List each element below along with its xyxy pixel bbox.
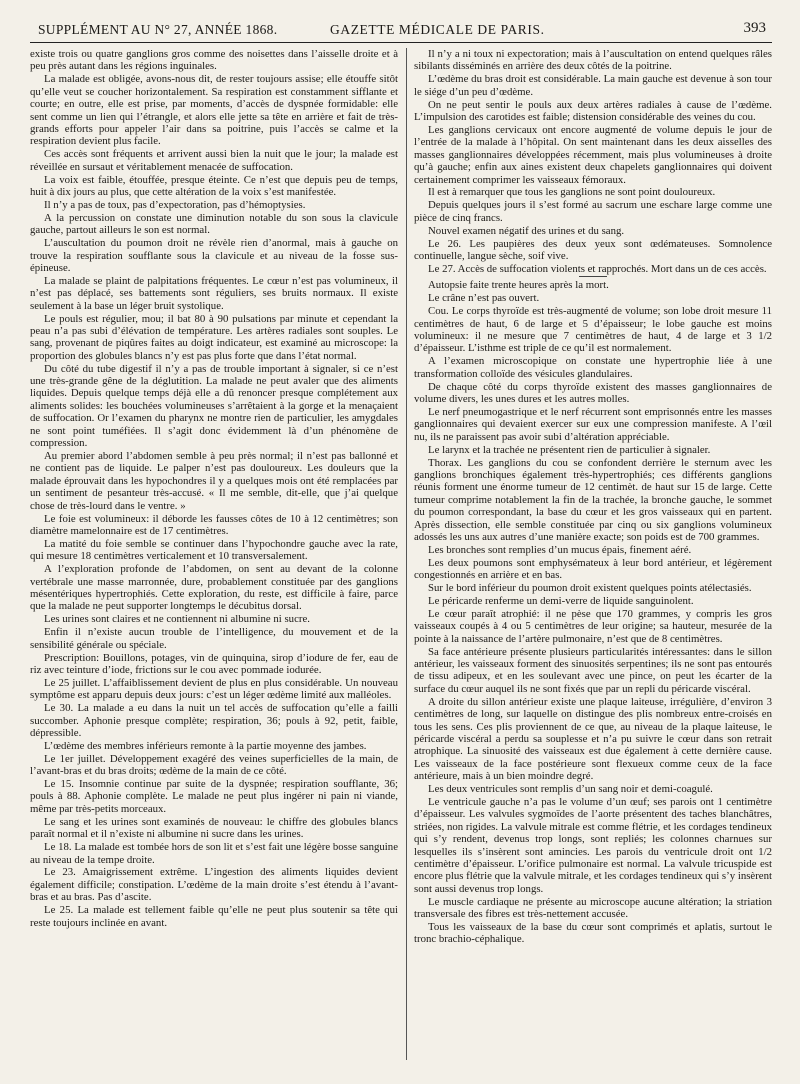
paragraph: A l’examen microscopique on constate une hypertrophie liée à une transformation colloïde des vésicules glandulaires. <box>414 355 772 380</box>
paragraph: Sa face antérieure présente plusieurs particularités intéressantes: dans le sillon antérieur, les vaisseaux forment des sinuosités serpentines; ils ne sont pas entourés de tissu adipeux, et en les soulevant avec une pince, on peut les écarter de la surface du cœur auquel ils ne sont fixés que par un repli du péricarde viscéral. <box>414 645 772 695</box>
paragraph: A l’exploration profonde de l’abdomen, on sent au devant de la colonne vertébrale une masse marronnée, dure, probablement constituée par des ganglions mésentériques hypertrophiés. Cette exploration, du reste, est difficile à faire, parce que la malade ne peut supporter longtemps le décubitus dorsal. <box>30 563 398 613</box>
supplement-title: SUPPLÉMENT AU N° 27, ANNÉE 1868. <box>38 22 278 37</box>
paragraph: Le larynx et la trachée ne présentent rien de particulier à signaler. <box>428 443 711 456</box>
autopsy-heading: Autopsie faite trente heures après la mort. <box>428 279 609 292</box>
paragraph: Du côté du tube digestif il n’y a pas de trouble important à signaler, si ce n’est une très-grande gêne de la déglutition. La malade ne peut avaler que des aliments liquides. Depuis quelque temps déjà elle a dû renoncer presque complétement aux aliments solides: les bouchées volumineuses s’arrêtaient à la gorge et la menaçaient de suffocation. Or l’examen du pharynx ne montre rien de particulier, les amygdales ne sont point tuméfiées. Il s’agit donc évidemment là d’un phénomène de compression. <box>30 362 398 450</box>
paragraph: La voix est faible, étouffée, presque éteinte. Ce n’est que depuis peu de temps, huit à dix jours au plus, que cette altération de la voix s’est manifestée. <box>30 173 398 198</box>
paragraph: Le péricarde renferme un demi-verre de liquide sanguinolent. <box>428 594 694 607</box>
paragraph: Nouvel examen négatif des urines et du sang. <box>428 224 625 237</box>
paragraph: Les ganglions cervicaux ont encore augmenté de volume depuis le jour de l’entrée de la malade à l’hôpital. On sent maintenant dans les deux aisselles des masses ganglionnaires développées récemment, mais plus volumineuses à droite qu’à gauche; enfin aux aines existent deux chapelets ganglionnaires qui doivent certainement comprimer les vaisseaux fémoraux. <box>414 123 772 186</box>
paragraph: Les bronches sont remplies d’un mucus épais, finement aéré. <box>428 543 692 556</box>
paragraph: Le pouls est régulier, mou; il bat 80 à 90 pulsations par minute et cependant la peau n’a pas subi d’élévation de température. Les artères radiales sont souples. Le sang, provenant de piqûres faites au doigt indicateur, est examiné au microscope: la proportion des globules blancs n’y est pas plus forte que dans l’état normal. <box>30 312 398 362</box>
paragraph: La malade est obligée, avons-nous dit, de rester toujours assise; elle étouffe sitôt qu’elle veut se coucher horizontalement. Sa respiration est constamment sifflante et courte; en outre, elle est prise, par moments, d’accès de dyspnée formidable: elle sent comme un lien qui l’étrangle, et alors elle jette sa tête en arrière et fait de très-grands efforts pour appeler l’air dans sa poitrine, puis l’accès se calme et la respiration devient plus facile. <box>30 73 398 148</box>
paragraph: La matité du foie semble se continuer dans l’hypochondre gauche avec la rate, qui mesure 18 centimètres verticalement et 10 transversalement. <box>30 537 398 563</box>
right-column <box>414 48 772 1068</box>
paragraph: Depuis quelques jours il s’est formé au sacrum une eschare large comme une pièce de cinq francs. <box>414 199 772 224</box>
journal-title: GAZETTE MÉDICALE DE PARIS. <box>330 22 545 37</box>
paragraph: Au premier abord l’abdomen semble à peu près normal; il n’est pas ballonné et ne contient pas de liquide. Le palper n’est pas douloureux. Les douleurs que la malade éprouvait dans les hypochondres il y a quelques mois ont été remplacées par un sentiment de pesanteur très-accusé. « Il me semble, dit-elle, que j’ai quelque chose de très-lourd dans le ventre. » <box>30 450 398 512</box>
prescription-paragraph: Prescription: Bouillons, potages, vin de quinquina, sirop d’iodure de fer, eau de riz avec teinture d’iode, frictions sur le cou avec pommade iodurée. <box>30 651 398 676</box>
paragraph: Le 30. La malade a eu dans la nuit un tel accès de suffocation qu’elle a failli succomber. Aphonie presque complète; respiration, 36; pouls à 92, petit, faible, dépressible. <box>30 702 398 739</box>
page-header <box>30 18 772 43</box>
paragraph: On ne peut sentir le pouls aux deux artères radiales à cause de l’œdème. L’impulsion des carotides est faible; distension considérable des veines du cou. <box>414 98 772 124</box>
paragraph: Le ventricule gauche n’a pas le volume d’un œuf; ses parois ont 1 centimètre d’épaisseur. Les valvules sygmoïdes de l’aorte présentent des taches blanchâtres, striées, non rigides. La valvule mitrale est comme flétrie, et les cordages tendineux qui s’y rendent, devenus trop longs, sont repliés; les colonnes charnues sur lesquelles ils s’insèrent sont amincies. Les parois du ventricule droit ont 1/2 centimètre d’épaisseur. L’orifice pulmonaire est normal. La valvule tricuspide est encore plus flétrie que la valvule mitrale, et les cordages tendineux qui s’y insèrent sont aussi devenus trop longs. <box>414 795 772 895</box>
paragraph: Le 15. Insomnie continue par suite de la dyspnée; respiration soufflante, 36; pouls à 88. Aphonie complète. Le malade ne peut plus ingérer ni pain ni viande, même par très-petits morceaux. <box>30 778 398 815</box>
left-column <box>30 48 398 1068</box>
page-number: 393 <box>743 20 766 36</box>
paragraph: L’œdème du bras droit est considérable. La main gauche est devenue à son tour le siége d’un peu d’œdème. <box>414 73 772 98</box>
paragraph: Il n’y a pas de toux, pas d’expectoration, pas d’hémoptysies. <box>44 198 306 211</box>
paragraph: Enfin il n’existe aucun trouble de l’intelligence, du mouvement et de la sensibilité générale ou spéciale. <box>30 626 398 651</box>
paragraph: existe trois ou quatre ganglions gros comme des noisettes dans l’aisselle droite et à peu près autant dans les régions inguinales. <box>30 48 398 73</box>
paragraph: A droite du sillon antérieur existe une plaque laiteuse, irrégulière, d’environ 3 centimètres de long, sur laquelle on distingue des plis nombreux entre-croisés en tous les sens. Ces plis proviennent de ce que, au niveau de la plaque laiteuse, le péricarde viscéral a perdu sa souplesse et n’a pu suivre le cœur dans son retrait atrophique. La sinuosité des vaisseaux est due également à cette dernière cause. Les vaisseaux de la face postérieure sont flexueux comme ceux de la face antérieure, mais à un bien moindre degré. <box>414 695 772 783</box>
paragraph: De chaque côté du corps thyroïde existent des masses ganglionnaires de volume divers, les unes dures et les autres molles. <box>414 380 772 405</box>
paragraph: Le muscle cardiaque ne présente au microscope aucune altération; la striation transversale des fibres est très-nettement accusée. <box>414 895 772 921</box>
paragraph: Le 18. La malade est tombée hors de son lit et s’est fait une légère bosse sanguine au niveau de la tempe droite. <box>30 841 398 866</box>
paragraph: Le 25 juillet. L’affaiblissement devient de plus en plus considérable. Un nouveau symptôme est apparu depuis deux jours: c’est un léger œdème limité aux malléoles. <box>30 676 398 702</box>
column-divider <box>406 48 407 1060</box>
paragraph: Le 1er juillet. Développement exagéré des veines superficielles de la main, de l’avant-bras et du bras droits; œdème de la main de ce côté. <box>30 752 398 778</box>
paragraph: Ces accès sont fréquents et arrivent aussi bien la nuit que le jour; la malade est réveillée en sursaut et véritablement menacée de suffocation. <box>30 148 398 173</box>
paragraph: Le cœur paraît atrophié: il ne pèse que 170 grammes, y compris les gros vaisseaux coupés à 4 ou 5 centimètres de leur origine; sa hauteur, mesurée de la pointe à la naissance de l’artère pulmonaire, n’est que de 8 centimètres. <box>414 607 772 645</box>
paragraph: Sur le bord inférieur du poumon droit existent quelques points atélectasiés. <box>428 582 752 595</box>
paragraph: L’auscultation du poumon droit ne révèle rien d’anormal, mais à gauche on trouve la respiration soufflante sous la clavicule et au niveau de la fosse sus-épineuse. <box>30 237 398 274</box>
paragraph: Le 25. La malade est tellement faible qu’elle ne peut plus soutenir sa tête qui reste toujours inclinée en avant. <box>30 904 398 929</box>
paragraph: Tous les vaisseaux de la base du cœur sont comprimés et aplatis, surtout le tronc brachio-céphalique. <box>414 921 772 946</box>
paragraph: Les urines sont claires et ne contiennent ni albumine ni sucre. <box>44 613 310 626</box>
paragraph: L’œdème des membres inférieurs remonte à la partie moyenne des jambes. <box>44 739 367 752</box>
paragraph: Le foie est volumineux: il déborde les fausses côtes de 10 à 12 centimètres; son diamètre mamelonnaire est de 17 centimètres. <box>30 512 398 537</box>
paragraph: Les deux ventricules sont remplis d’un sang noir et demi-coagulé. <box>428 783 713 796</box>
paragraph: Thorax. Les ganglions du cou se confondent derrière le sternum avec les ganglions bronchiques également très-hypertrophiés; ces différents ganglions réunis forment une énorme tumeur de 12 centimèt. de haut sur 15 de large. Cette tumeur comprime notablement la fin de la trachée, la bronche gauche, le sommet du poumon correspondant, la base du cœur et les gros vaisseaux qui en partent. Après dissection, elle semble constituée par cinq ou six ganglions volumineux adossés les uns aux autres d’une manière exacte; son poids est de 700 grammes. <box>414 456 772 543</box>
paragraph: Cou. Le corps thyroïde est très-augmenté de volume; son lobe droit mesure 11 centimètres de haut, 6 de large et 5 d’épaisseur; le lobe gauche est moins volumineux: il ne mesure que 7 centimètres de haut, 4 de large et 3 1/2 d’épaisseur. L’isthme est triple de ce qu’il est normalement. <box>414 305 772 355</box>
paragraph: Les deux poumons sont emphysémateux à leur bord antérieur, et légèrement congestionnés en arrière et en bas. <box>414 556 772 582</box>
paragraph: Le 26. Les paupières des deux yeux sont œdémateuses. Somnolence continuelle, langue sèche, soif vive. <box>414 237 772 262</box>
paragraph: Le crâne n’est pas ouvert. <box>428 292 540 305</box>
paragraph: Le sang et les urines sont examinés de nouveau: le chiffre des globules blancs paraît normal et il n’existe ni albumine ni sucre dans les urines. <box>30 815 398 841</box>
paragraph: Il est à remarquer que tous les ganglions ne sont point douloureux. <box>428 186 716 199</box>
paragraph: Le 27. Accès de suffocation violents et rapprochés. Mort dans un de ces accès. <box>428 262 767 275</box>
paragraph: A la percussion on constate une diminution notable du son sous la clavicule gauche, partout ailleurs le son est normal. <box>30 211 398 237</box>
paragraph: Il n’y a ni toux ni expectoration; mais à l’auscultation on entend quelques râles sibilants disséminés en arrière des deux côtés de la poitrine. <box>414 48 772 73</box>
paragraph: Le nerf pneumogastrique et le nerf récurrent sont emprisonnés entre les masses ganglionnaires qui devaient exercer sur eux une compression manifeste. A l’œil nu, ils ne paraissent pas avoir subi d’altération appréciable. <box>414 405 772 443</box>
paragraph: Le 23. Amaigrissement extrême. L’ingestion des aliments liquides devient également difficile; constipation. L’œdème de la main droite s’est étendu à l’avant-bras et au bras. Pas d’ascite. <box>30 866 398 904</box>
paragraph: La malade se plaint de palpitations fréquentes. Le cœur n’est pas volumineux, il n’est pas déplacé, ses battements sont réguliers, ses bruits normaux. Il existe seulement à la base un léger bruit systolique. <box>30 274 398 312</box>
section-rule <box>579 276 607 277</box>
